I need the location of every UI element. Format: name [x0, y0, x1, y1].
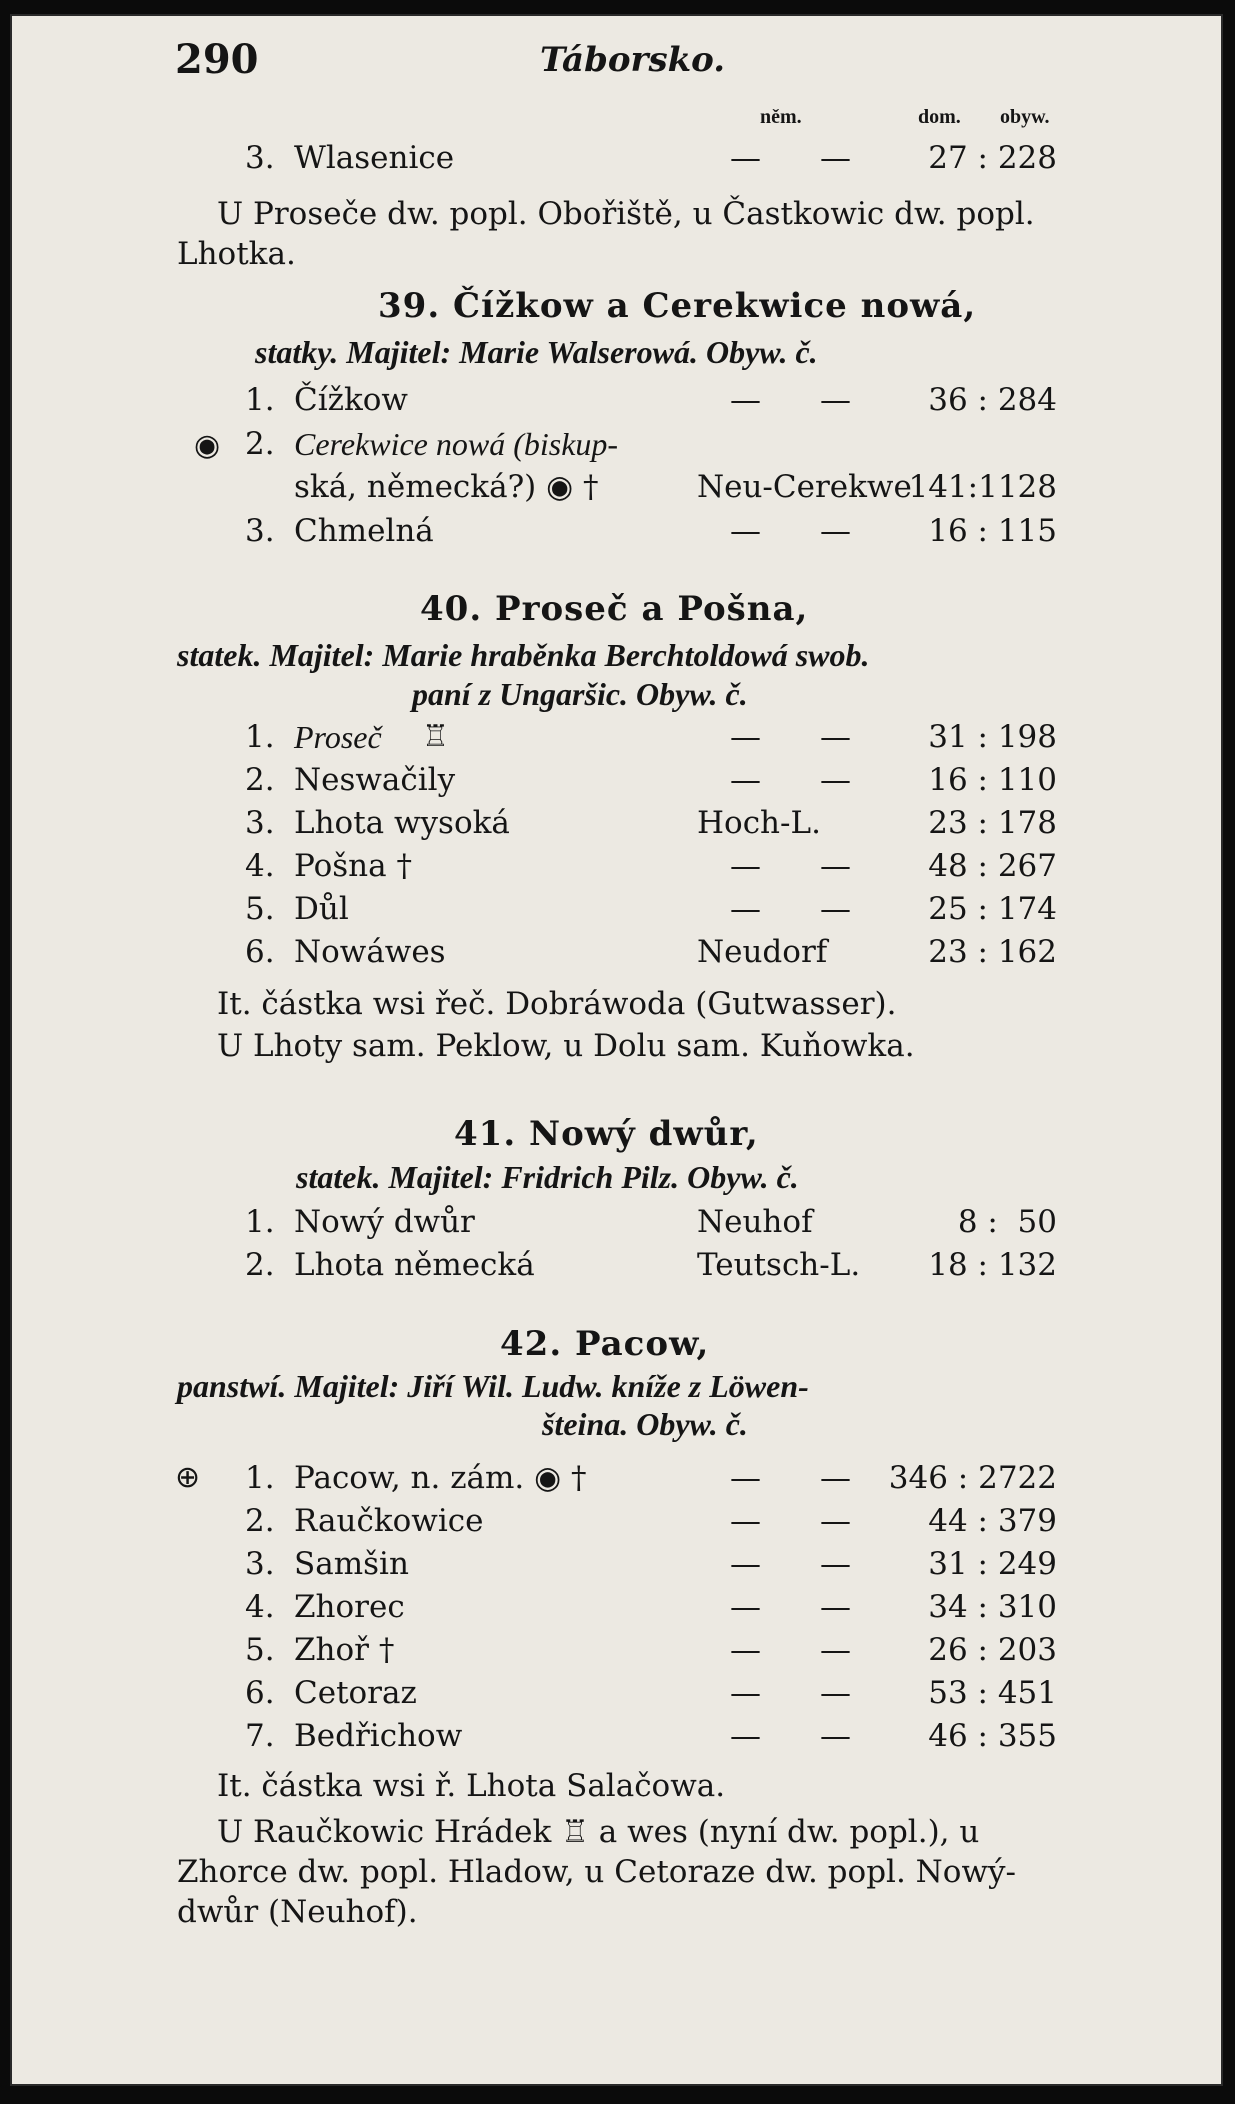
ditto-dash: —	[820, 1503, 851, 1539]
ditto-dash: —	[820, 1546, 851, 1582]
population-count: 141:1128	[908, 469, 1057, 505]
column-header-dom: dom.	[918, 106, 961, 128]
village-name: Důl	[294, 891, 349, 927]
ditto-dash: —	[820, 140, 851, 176]
section-subtitle: statek. Majitel: Marie hraběnka Berchtoldowá swob.	[177, 637, 870, 673]
ditto-dash: —	[730, 1460, 761, 1496]
population-count: 27 : 228	[928, 140, 1057, 176]
row-number: 4.	[245, 848, 275, 884]
column-header-obyw: obyw.	[1000, 106, 1050, 128]
section-subtitle: statky. Majitel: Marie Walserowá. Obyw. č.	[255, 334, 818, 370]
village-name: Zhoř †	[294, 1632, 395, 1668]
german-name: Neuhof	[697, 1204, 813, 1240]
village-name: Neswačily	[294, 762, 456, 798]
ditto-dash: —	[820, 762, 851, 798]
village-name: Čížkow	[294, 382, 408, 418]
ditto-dash: —	[730, 1503, 761, 1539]
section-subtitle: statek. Majitel: Fridrich Pilz. Obyw. č.	[296, 1159, 799, 1195]
note-line: Lhotka.	[177, 236, 296, 272]
ditto-dash: —	[820, 848, 851, 884]
population-count: 46 : 355	[928, 1718, 1057, 1754]
village-name: Zhorec	[294, 1589, 405, 1625]
tower-icon: ♖	[422, 719, 449, 754]
page-title: Táborsko.	[540, 40, 726, 80]
population-count: 34 : 310	[928, 1589, 1057, 1625]
ditto-dash: —	[820, 1460, 851, 1496]
population-count: 23 : 162	[928, 934, 1057, 970]
row-number: 6.	[245, 934, 275, 970]
section-number: 42.	[500, 1324, 563, 1364]
row-number: 1.	[245, 1460, 275, 1496]
section-title: Nowý dwůr,	[529, 1114, 759, 1154]
ditto-dash: —	[730, 1632, 761, 1668]
ditto-dash: —	[730, 513, 761, 549]
column-header-nem: něm.	[760, 106, 802, 128]
population-count: 18 : 132	[928, 1247, 1057, 1283]
ditto-dash: —	[730, 719, 761, 755]
section-heading-41	[454, 1114, 759, 1154]
section-number: 41.	[454, 1114, 517, 1154]
village-name: Lhota německá	[294, 1247, 535, 1283]
population-count: 16 : 115	[928, 513, 1057, 549]
village-name: Samšin	[294, 1546, 409, 1582]
ditto-dash: —	[730, 762, 761, 798]
parish-icon: ◉	[194, 428, 221, 463]
section-heading-39	[378, 286, 976, 326]
row-number: 1.	[245, 382, 275, 418]
german-name: Teutsch-L.	[697, 1247, 861, 1283]
note-line: It. částka wsi ř. Lhota Salačowa.	[217, 1768, 726, 1804]
village-name: Proseč	[294, 719, 382, 755]
row-number: 1.	[245, 1204, 275, 1240]
ditto-dash: —	[820, 1632, 851, 1668]
row-number: 4.	[245, 1589, 275, 1625]
population-count: 8 : 50	[957, 1204, 1057, 1240]
note-line: U Raučkowic Hrádek ♖ a wes (nyní dw. popl.), u	[217, 1814, 980, 1850]
village-name: Bedřichow	[294, 1718, 463, 1754]
ditto-dash: —	[730, 140, 761, 176]
note-line: It. částka wsi řeč. Dobráwoda (Gutwasser).	[217, 986, 897, 1022]
row-number: 2.	[245, 762, 275, 798]
row-number: 5.	[245, 891, 275, 927]
population-count: 23 : 178	[928, 805, 1057, 841]
note-line: Zhorce dw. popl. Hladow, u Cetoraze dw. popl. Nowý-	[177, 1854, 1016, 1890]
section-subtitle: panstwí. Majitel: Jiří Wil. Ludw. kníže z Löwen-	[177, 1368, 809, 1404]
row-number: 3.	[245, 805, 275, 841]
section-subtitle: šteina. Obyw. č.	[542, 1406, 748, 1442]
section-number: 40.	[420, 589, 483, 629]
village-name: Nowý dwůr	[294, 1204, 475, 1240]
book-page	[10, 14, 1223, 2086]
village-name: Cetoraz	[294, 1675, 417, 1711]
section-heading-40	[420, 589, 808, 629]
german-name: Hoch-L.	[697, 805, 821, 841]
village-name: Lhota wysoká	[294, 805, 510, 841]
village-name-continued: ská, německá?) ◉ †	[294, 469, 599, 505]
population-count: 31 : 249	[928, 1546, 1057, 1582]
german-name: Neu-Cerekwe	[697, 469, 912, 505]
row-number: 2.	[245, 1247, 275, 1283]
village-name: Pacow, n. zám. ◉ †	[294, 1460, 587, 1496]
population-count: 26 : 203	[928, 1632, 1057, 1668]
row-number: 2.	[245, 426, 275, 462]
section-title: Pacow,	[575, 1324, 710, 1364]
population-count: 346 : 2722	[888, 1460, 1057, 1496]
castle-icon: ⊕	[175, 1460, 201, 1495]
row-number: 3.	[245, 1546, 275, 1582]
ditto-dash: —	[820, 382, 851, 418]
ditto-dash: —	[730, 382, 761, 418]
population-count: 44 : 379	[928, 1503, 1057, 1539]
population-count: 53 : 451	[928, 1675, 1057, 1711]
ditto-dash: —	[820, 1718, 851, 1754]
ditto-dash: —	[730, 848, 761, 884]
village-name: Pošna †	[294, 848, 412, 884]
population-count: 16 : 110	[928, 762, 1057, 798]
row-number: 1.	[245, 719, 275, 755]
population-count: 36 : 284	[928, 382, 1057, 418]
ditto-dash: —	[820, 1589, 851, 1625]
village-name: Raučkowice	[294, 1503, 484, 1539]
section-title: Proseč a Pošna,	[495, 589, 809, 629]
section-number: 39.	[378, 286, 441, 326]
ditto-dash: —	[820, 1675, 851, 1711]
ditto-dash: —	[730, 1675, 761, 1711]
ditto-dash: —	[730, 1589, 761, 1625]
population-count: 25 : 174	[928, 891, 1057, 927]
row-number: 3.	[245, 513, 275, 549]
note-line: U Proseče dw. popl. Obořiště, u Častkowic dw. popl.	[217, 196, 1035, 232]
row-number: 7.	[245, 1718, 275, 1754]
village-name: Wlasenice	[294, 140, 455, 176]
german-name: Neudorf	[697, 934, 828, 970]
note-line: U Lhoty sam. Peklow, u Dolu sam. Kuňowka.	[217, 1028, 915, 1064]
section-subtitle: paní z Ungaršic. Obyw. č.	[412, 676, 748, 712]
ditto-dash: —	[820, 891, 851, 927]
section-heading-42	[500, 1324, 709, 1364]
page-number: 290	[175, 36, 259, 83]
population-count: 48 : 267	[928, 848, 1057, 884]
population-count: 31 : 198	[928, 719, 1057, 755]
ditto-dash: —	[730, 891, 761, 927]
section-title: Čížkow a Cerekwice nowá,	[453, 286, 977, 326]
ditto-dash: —	[730, 1546, 761, 1582]
row-number: 6.	[245, 1675, 275, 1711]
note-line: dwůr (Neuhof).	[177, 1894, 418, 1930]
row-number: 3.	[245, 140, 275, 176]
ditto-dash: —	[820, 513, 851, 549]
row-number: 5.	[245, 1632, 275, 1668]
ditto-dash: —	[730, 1718, 761, 1754]
village-name: Cerekwice nowá (biskup-	[294, 426, 619, 462]
row-number: 2.	[245, 1503, 275, 1539]
village-name: Nowáwes	[294, 934, 446, 970]
ditto-dash: —	[820, 719, 851, 755]
village-name: Chmelná	[294, 513, 434, 549]
